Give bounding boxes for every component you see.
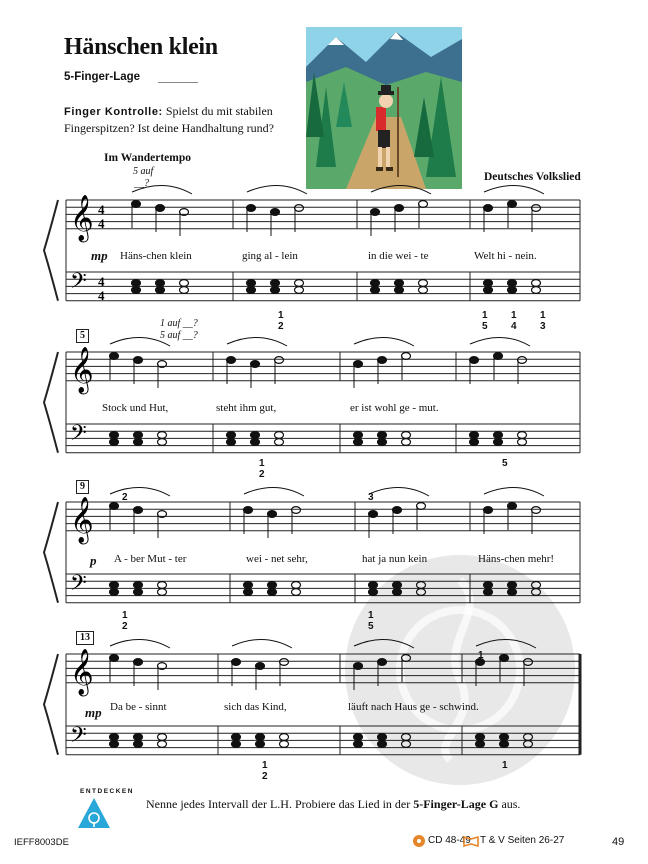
instruction-text [146, 797, 520, 812]
note-head [395, 205, 404, 212]
note-head [402, 655, 411, 662]
note-head [484, 589, 493, 596]
brace [44, 200, 58, 301]
slur [232, 639, 292, 648]
entdecken-icon [76, 796, 112, 832]
note-head [292, 582, 301, 589]
note-head [500, 655, 509, 662]
time-signature: 4 [98, 202, 105, 217]
note-head [232, 659, 241, 666]
note-head [156, 280, 165, 287]
bass-clef: 𝄢 [70, 723, 87, 753]
slur [371, 185, 431, 194]
note-head [402, 353, 411, 360]
lyric: wei - net sehr, [246, 553, 308, 565]
note-head [180, 287, 189, 294]
slur [354, 337, 414, 346]
note-head [393, 507, 402, 514]
note-head [247, 280, 256, 287]
note-head [110, 582, 119, 589]
fingering: 1 2 [122, 610, 128, 632]
lyric: Stock und Hut, [102, 402, 169, 414]
slur [244, 487, 304, 496]
note-head [371, 209, 380, 216]
lyric: läuft nach Haus ge - schwind. [348, 701, 479, 713]
note-head [508, 589, 517, 596]
note-head [532, 582, 541, 589]
note-head [134, 741, 143, 748]
note-head [275, 357, 284, 364]
finger-control-label: Finger Kontrolle: [64, 106, 163, 118]
note-head [256, 734, 265, 741]
note-head [158, 734, 167, 741]
note-head [500, 741, 509, 748]
note-head [470, 357, 479, 364]
note-head [280, 659, 289, 666]
lyric: er ist wohl ge - mut. [350, 402, 439, 414]
note-head [295, 287, 304, 294]
note-head [494, 353, 503, 360]
note-head [354, 439, 363, 446]
brace [44, 502, 58, 603]
measure-number-13: 13 [76, 631, 94, 645]
note-head [227, 432, 236, 439]
note-head [271, 287, 280, 294]
slur [110, 639, 170, 648]
note-head [518, 357, 527, 364]
composer: Deutsches Volkslied [484, 171, 581, 183]
note-head [134, 439, 143, 446]
time-signature: 4 [98, 288, 105, 303]
measure-number-9: 9 [76, 480, 89, 494]
cd-reference: CD 48-49 [428, 835, 471, 846]
treble-clef: 𝄞 [70, 649, 94, 695]
note-head [393, 582, 402, 589]
note-head [470, 432, 479, 439]
note-head [402, 432, 411, 439]
auf-top: 5 auf [133, 166, 154, 177]
note-head [244, 582, 253, 589]
fingering: 1 [478, 650, 484, 661]
lyric: Welt hi - nein. [474, 250, 537, 262]
note-head [518, 439, 527, 446]
lyric: ging al - lein [242, 250, 298, 262]
slur [484, 487, 544, 496]
note-head [251, 361, 260, 368]
note-head [256, 741, 265, 748]
note-head [524, 741, 533, 748]
lyric: Häns-chen mehr! [478, 553, 555, 565]
time-signature: 4 [98, 216, 105, 231]
instruction-tail: aus. [498, 797, 521, 811]
note-head [532, 205, 541, 212]
note-head [134, 432, 143, 439]
brace [44, 654, 58, 755]
fingering: 3 [368, 492, 374, 503]
note-head [280, 734, 289, 741]
note-head [508, 582, 517, 589]
lyric: sich das Kind, [224, 701, 287, 713]
note-head [378, 734, 387, 741]
auf-bass-2: 5 auf __? [160, 330, 198, 341]
slur [227, 337, 287, 346]
note-head [132, 201, 141, 208]
treble-clef: 𝄞 [70, 347, 94, 393]
lyric: hat ja nun kein [362, 553, 428, 565]
note-head [295, 280, 304, 287]
note-head [134, 507, 143, 514]
note-head [518, 432, 527, 439]
dynamic-mp-1: mp [91, 248, 108, 263]
note-head [532, 287, 541, 294]
note-head [110, 503, 119, 510]
note-head [484, 582, 493, 589]
fingering: 1 4 [511, 310, 517, 332]
note-head [295, 205, 304, 212]
fingering: 1 [502, 760, 508, 771]
fingering: 1 2 [262, 760, 268, 782]
note-head [158, 741, 167, 748]
measure-number-5: 5 [76, 329, 89, 343]
entdecken-label: ENTDECKEN [80, 788, 134, 795]
slur [110, 487, 170, 496]
instruction-main: Nenne jedes Intervall der L.H. Probiere das Lied in der [146, 797, 414, 811]
note-head [494, 432, 503, 439]
note-head [134, 582, 143, 589]
time-signature: 4 [98, 274, 105, 289]
note-head [232, 734, 241, 741]
note-head [371, 280, 380, 287]
note-head [484, 280, 493, 287]
bass-clef: 𝄢 [70, 571, 87, 601]
cd-icon [412, 834, 426, 848]
slur [369, 487, 429, 496]
slur [247, 185, 307, 194]
note-head [508, 201, 517, 208]
note-head [369, 582, 378, 589]
note-head [158, 439, 167, 446]
lyric: Da be - sinnt [110, 701, 167, 713]
note-head [484, 287, 493, 294]
note-head [402, 439, 411, 446]
note-head [354, 361, 363, 368]
note-head [395, 287, 404, 294]
note-head [378, 357, 387, 364]
note-head [476, 734, 485, 741]
note-head [251, 439, 260, 446]
note-head [110, 353, 119, 360]
note-head [132, 287, 141, 294]
note-head [268, 589, 277, 596]
note-head [158, 432, 167, 439]
note-head [354, 663, 363, 670]
note-head [532, 589, 541, 596]
note-head [508, 503, 517, 510]
lyric: A - ber Mut - ter [114, 553, 187, 565]
note-head [275, 439, 284, 446]
fingering: 1 2 [278, 310, 284, 332]
note-head [232, 741, 241, 748]
note-head [470, 439, 479, 446]
treble-clef: 𝄞 [70, 195, 94, 241]
dynamic-mp-2: mp [85, 705, 102, 720]
note-head [500, 734, 509, 741]
treble-clef: 𝄞 [70, 497, 94, 543]
note-head [134, 357, 143, 364]
subtitle: 5-Finger-Lage [64, 71, 141, 83]
note-head [417, 589, 426, 596]
note-head [110, 741, 119, 748]
note-head [271, 280, 280, 287]
note-head [508, 280, 517, 287]
slur [132, 185, 192, 194]
dynamic-p: p [90, 553, 97, 568]
fingering: 1 5 [368, 610, 374, 632]
fingering: 1 3 [540, 310, 546, 332]
note-head [132, 280, 141, 287]
note-head [110, 439, 119, 446]
note-head [508, 287, 517, 294]
tv-reference: T & V Seiten 26-27 [480, 835, 565, 846]
finger-control-body: Spielst du mit stabilen Fingerspitzen? Ist deine Handhaltung rund? [64, 104, 274, 135]
note-head [251, 432, 260, 439]
note-head [532, 507, 541, 514]
auf-top-blank: __? [134, 178, 149, 189]
publication-code: IEFF8003DE [14, 837, 69, 848]
note-head [134, 589, 143, 596]
note-head [524, 734, 533, 741]
tempo-marking: Im Wandertempo [104, 152, 191, 164]
note-head [378, 439, 387, 446]
note-head [395, 280, 404, 287]
note-head [354, 741, 363, 748]
page-number: 49 [612, 836, 625, 848]
note-head [354, 734, 363, 741]
note-head [417, 503, 426, 510]
note-head [419, 280, 428, 287]
slur [354, 639, 414, 648]
note-head [110, 734, 119, 741]
note-head [244, 589, 253, 596]
note-head [484, 507, 493, 514]
lyric: Häns-chen klein [120, 250, 192, 262]
brace [44, 352, 58, 453]
note-head [419, 201, 428, 208]
note-head [134, 659, 143, 666]
note-head [268, 582, 277, 589]
note-head [227, 357, 236, 364]
note-head [524, 659, 533, 666]
note-head [280, 741, 289, 748]
note-head [369, 511, 378, 518]
slur [470, 337, 530, 346]
note-head [476, 741, 485, 748]
note-head [227, 439, 236, 446]
note-head [371, 287, 380, 294]
bass-clef: 𝄢 [70, 269, 87, 299]
fingering: 5 [502, 458, 508, 469]
note-head [354, 432, 363, 439]
lyric: steht ihm gut, [216, 402, 277, 414]
note-head [532, 280, 541, 287]
note-head [110, 589, 119, 596]
note-head [393, 589, 402, 596]
slur [476, 639, 536, 648]
note-head [402, 734, 411, 741]
note-head [378, 659, 387, 666]
note-head [417, 582, 426, 589]
note-head [402, 741, 411, 748]
slur [484, 185, 544, 194]
bass-clef: 𝄢 [70, 421, 87, 451]
note-head [419, 287, 428, 294]
lyric: in die wei - te [368, 250, 429, 262]
note-head [158, 582, 167, 589]
note-head [180, 280, 189, 287]
note-head [247, 287, 256, 294]
book-icon [463, 835, 479, 847]
note-head [110, 655, 119, 662]
auf-bass-1: 1 auf __? [160, 318, 198, 329]
fingering: 1 5 [482, 310, 488, 332]
note-head [369, 589, 378, 596]
note-head [484, 205, 493, 212]
note-head [244, 507, 253, 514]
note-head [292, 589, 301, 596]
page-title: Hänschen klein [64, 34, 218, 60]
note-head [134, 734, 143, 741]
fingering: 2 [122, 492, 128, 503]
note-head [378, 741, 387, 748]
note-head [256, 663, 265, 670]
instruction-bold: 5-Finger-Lage G [413, 797, 499, 811]
note-head [292, 507, 301, 514]
note-head [158, 589, 167, 596]
note-head [275, 432, 284, 439]
note-head [494, 439, 503, 446]
fingering: 1 2 [259, 458, 265, 480]
note-head [156, 205, 165, 212]
note-head [271, 209, 280, 216]
note-head [378, 432, 387, 439]
note-head [156, 287, 165, 294]
note-head [110, 432, 119, 439]
note-head [268, 511, 277, 518]
note-head [247, 205, 256, 212]
